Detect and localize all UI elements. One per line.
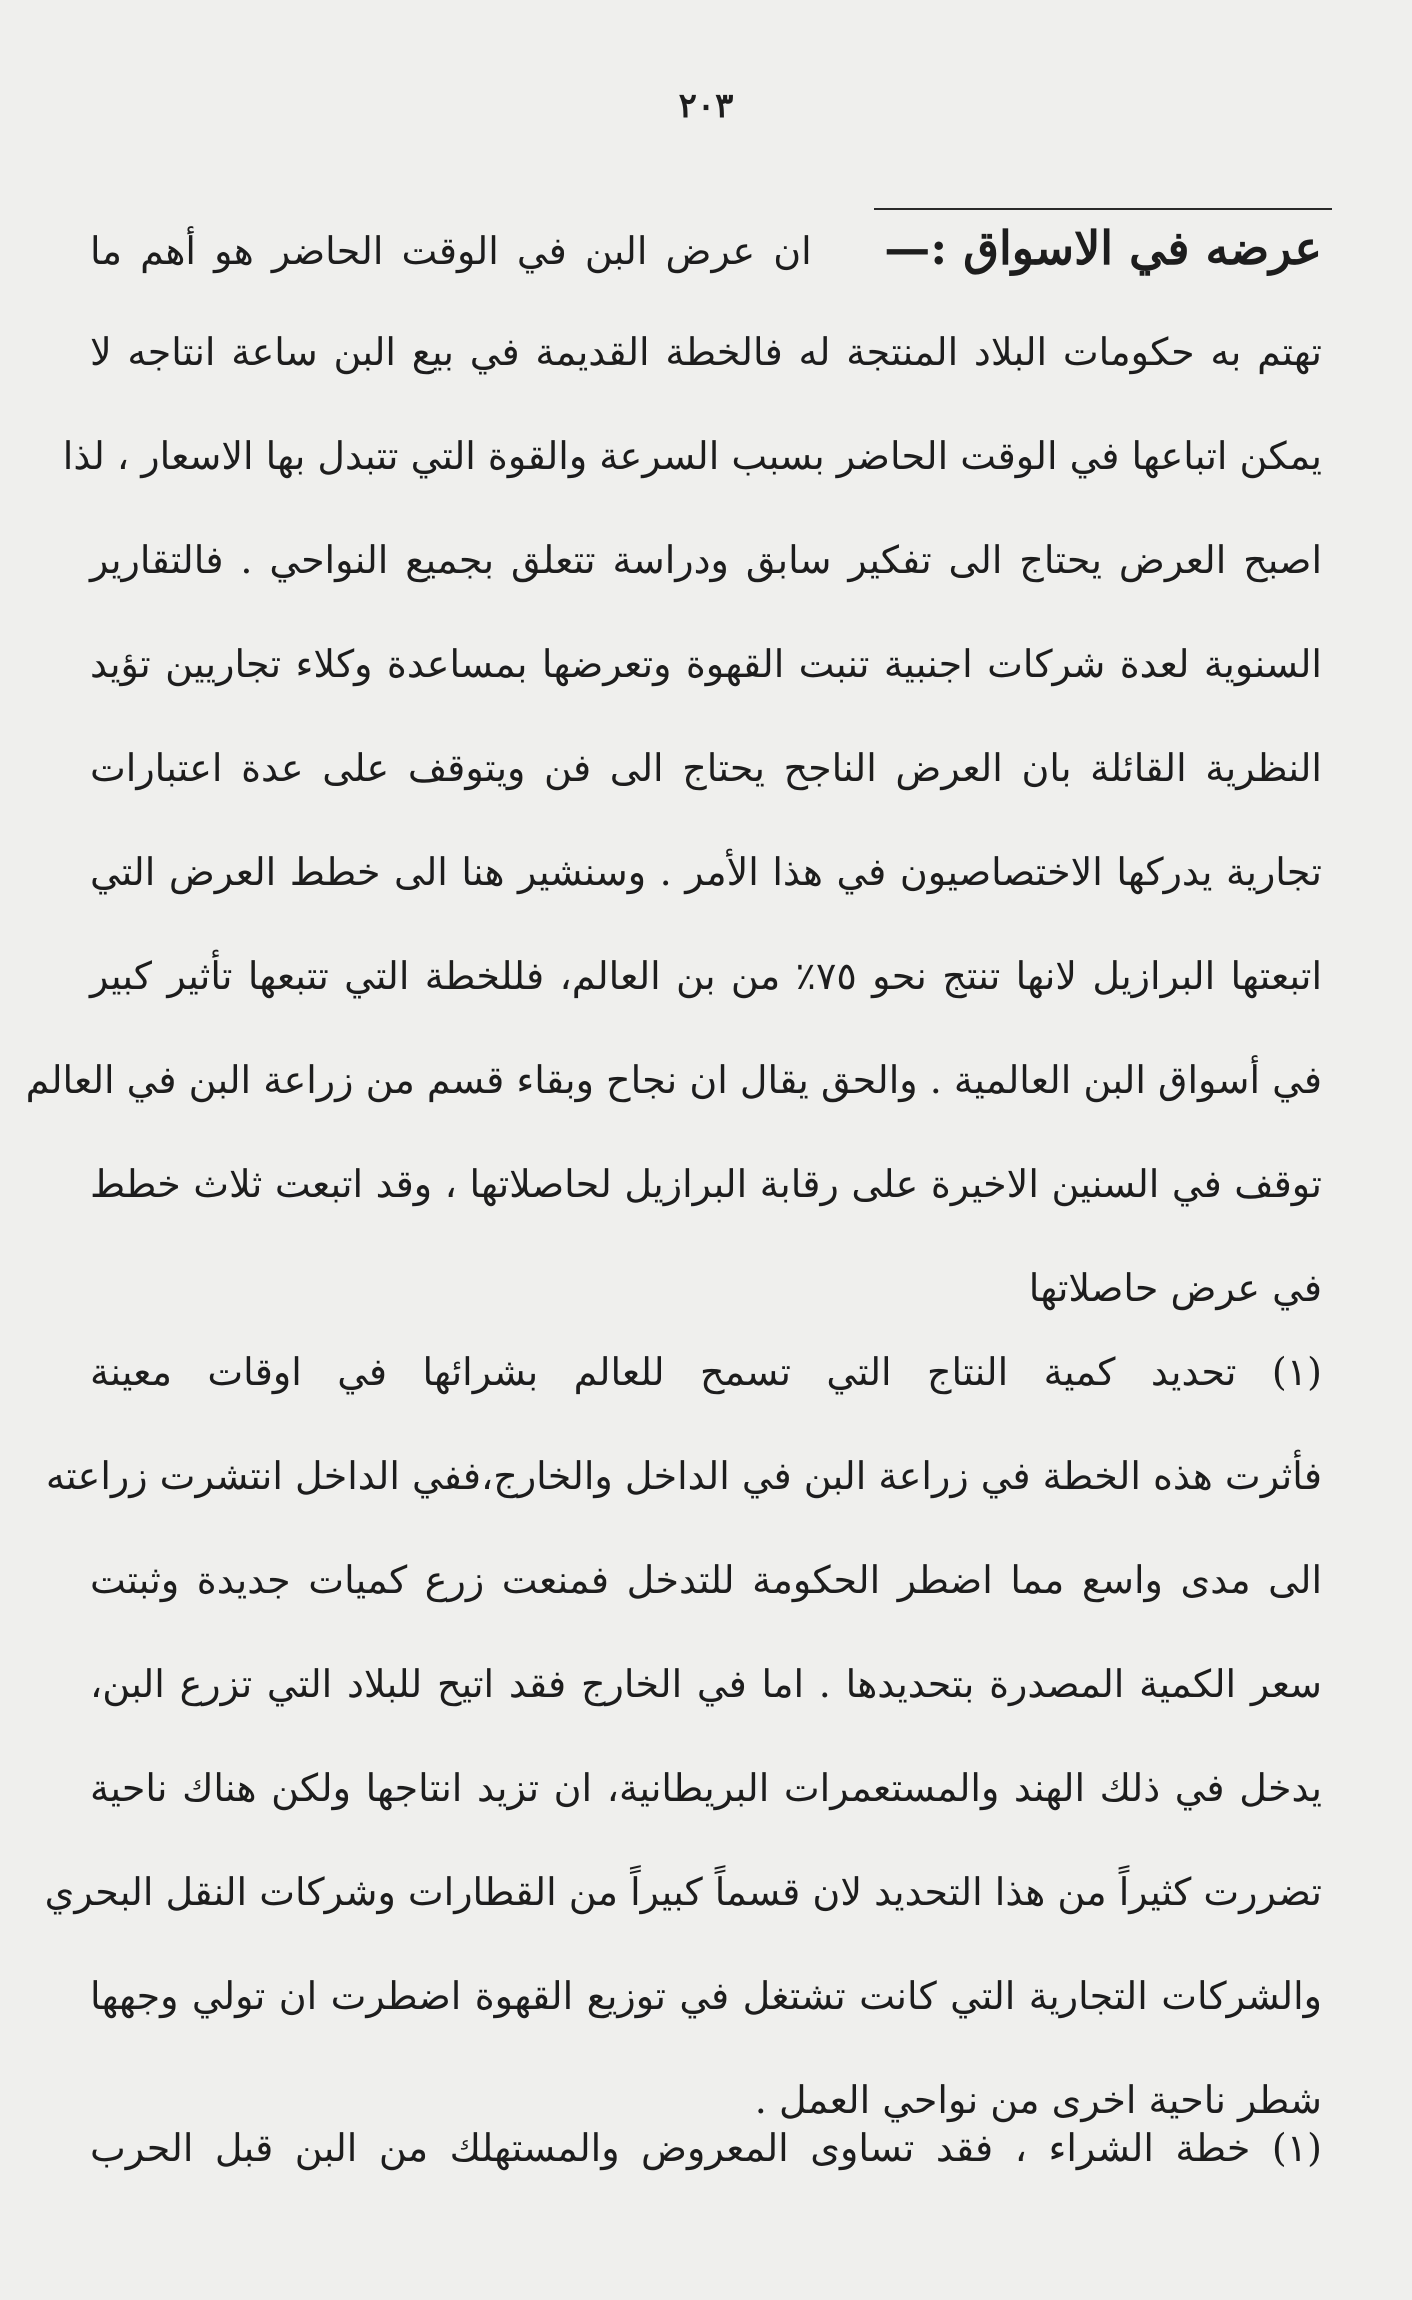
page-number: ٢٠٣ xyxy=(678,86,734,126)
text-line: تهتم به حكومات البلاد المنتجة له فالخطة القديمة في بيع البن ساعة انتاجه لا xyxy=(90,330,1322,374)
text-line: سعر الكمية المصدرة بتحديدها . اما في الخارج فقد اتيح للبلاد التي تزرع البن، xyxy=(90,1662,1322,1706)
text-line: توقف في السنين الاخيرة على رقابة البرازيل لحاصلاتها ، وقد اتبعت ثلاث خطط xyxy=(90,1162,1322,1206)
paragraph-market-presentation xyxy=(25,196,1322,1340)
text-line: (١) تحديد كمية النتاج التي تسمح للعالم بشرائها في اوقات معينة xyxy=(90,1350,1322,1394)
text-line: يدخل في ذلك الهند والمستعمرات البريطانية، ان تزيد انتاجها ولكن هناك ناحية xyxy=(90,1766,1322,1810)
text-line: يمكن اتباعها في الوقت الحاضر بسبب السرعة والقوة التي تتبدل بها الاسعار ، لذا xyxy=(62,434,1322,478)
text-line: تجارية يدركها الاختصاصيون في هذا الأمر . وسنشير هنا الى خطط العرض التي xyxy=(90,850,1322,894)
paragraph-purchase-plan xyxy=(90,2096,1322,2200)
section-heading: عرضه في الاسواق :— xyxy=(884,196,1322,300)
text-line: شطر ناحية اخرى من نواحي العمل . xyxy=(754,2078,1322,2122)
text-line: اتبعتها البرازيل لانها تنتج نحو ٧٥٪ من بن العالم، فللخطة التي تتبعها تأثير كبير xyxy=(90,954,1322,998)
text-line xyxy=(90,196,1322,300)
text-line: اصبح العرض يحتاج الى تفكير سابق ودراسة تتعلق بجميع النواحي . فالتقارير xyxy=(90,538,1322,582)
text-line: في أسواق البن العالمية . والحق يقال ان نجاح وبقاء قسم من زراعة البن في العالم xyxy=(25,1058,1322,1102)
text-line: فأثرت هذه الخطة في زراعة البن في الداخل والخارج،ففي الداخل انتشرت زراعته xyxy=(45,1454,1322,1498)
text-line: (١) خطة الشراء ، فقد تساوى المعروض والمستهلك من البن قبل الحرب xyxy=(90,2126,1322,2170)
paragraph-production-limit-plan xyxy=(44,1320,1322,2152)
text-line: الى مدى واسع مما اضطر الحكومة للتدخل فمنعت زرع كميات جديدة وثبتت xyxy=(90,1558,1322,1602)
text-line: والشركات التجارية التي كانت تشتغل في توزيع القهوة اضطرت ان تولي وجهها xyxy=(90,1974,1322,2018)
text-line: تضررت كثيراً من هذا التحديد لان قسماً كبيراً من القطارات وشركات النقل البحري xyxy=(44,1870,1322,1914)
text-line: في عرض حاصلاتها xyxy=(1028,1266,1322,1310)
text-line: السنوية لعدة شركات اجنبية تنبت القهوة وتعرضها بمساعدة وكلاء تجاريين تؤيد xyxy=(90,642,1322,686)
text-line: النظرية القائلة بان العرض الناجح يحتاج الى فن ويتوقف على عدة اعتبارات xyxy=(90,746,1322,790)
text-line-content: ان عرض البن في الوقت الحاضر هو أهم ما xyxy=(90,229,812,273)
